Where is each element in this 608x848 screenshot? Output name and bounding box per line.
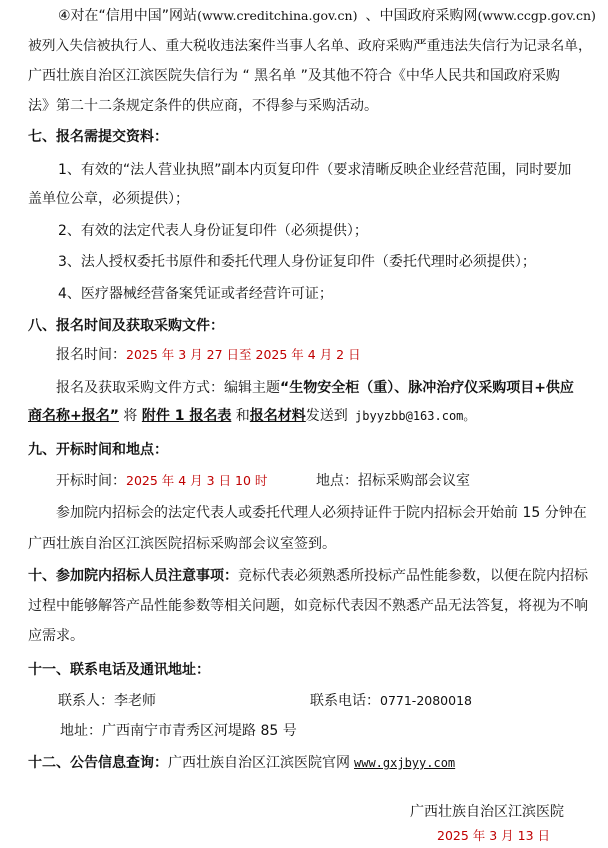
hospital-website-link[interactable]: www.gxjbyy.com <box>354 756 456 770</box>
signup-time-line <box>56 345 361 365</box>
para4-text-b: 、中国政府采购网 <box>365 8 478 24</box>
para4-line1 <box>58 6 596 26</box>
section7-item2: 2、有效的法定代表人身份证复印件（必须提供）； <box>58 223 368 239</box>
signup-method-label: 报名及获取采购文件方式：编辑主题 <box>56 380 280 396</box>
section10-line3: 应需求。 <box>28 628 84 644</box>
section12-text: 广西壮族自治区江滨医院官网 <box>168 755 350 771</box>
section10-line2: 过程中能够解答产品性能参数等相关问题，如竞标代表因不熟悉产品无法答复，将视为不响 <box>28 598 588 614</box>
materials-link[interactable]: 报名材料 <box>249 408 306 424</box>
section12-line <box>28 753 455 773</box>
signature-date: 2025 年 3 月 13 日 <box>437 828 551 843</box>
email-subject-part1: “生物安全柜（重）、脉冲治疗仪采购项目+供应 <box>280 380 574 396</box>
signup-email[interactable]: jbyyzbb@163.com。 <box>347 409 476 423</box>
signup-send-to: 发送到 <box>305 408 348 424</box>
contact-phone-value: 0771-2080018 <box>380 693 472 708</box>
section9-note-line2: 广西壮族自治区江滨医院招标采购部会议室签到。 <box>28 536 336 552</box>
opening-time-label: 开标时间： <box>56 473 126 489</box>
contact-person: 联系人：李老师 <box>58 693 156 709</box>
contact-phone-label: 联系电话： <box>310 693 380 709</box>
signup-method-line2 <box>28 406 475 426</box>
signature-org: 广西壮族自治区江滨医院 <box>410 804 564 820</box>
section10-text-1: 竞标代表必须熟悉所投标产品性能参数，以便在院内招标 <box>238 568 588 584</box>
opening-time-line <box>56 471 267 491</box>
section10-heading: 十、参加院内招标人员注意事项： <box>28 568 238 584</box>
contact-phone-line <box>310 691 472 711</box>
ccgp-url: (www.ccgp.gov.cn) <box>477 8 596 23</box>
section12-heading: 十二、公告信息查询： <box>28 755 168 771</box>
attachment-link[interactable]: 附件 1 报名表 <box>141 408 232 424</box>
section7-item3: 3、法人授权委托书原件和委托代理人身份证复印件（委托代理时必须提供）； <box>58 254 536 270</box>
section7-heading: 七、报名需提交资料： <box>28 129 168 145</box>
section7-item4: 4、医疗器械经营备案凭证或者经营许可证； <box>58 286 333 302</box>
opening-place-value: 招标采购部会议室 <box>358 473 470 489</box>
para4-line2: 被列入失信被执行人、重大税收违法案件当事人名单、政府采购严重违法失信行为记录名单， <box>28 38 592 54</box>
section7-item1-line1: 1、有效的“法人营业执照”副本内页复印件（要求清晰反映企业经营范围，同时要加 <box>58 162 572 178</box>
email-subject-part2: 商名称+报名” <box>28 408 119 424</box>
signup-and: 和 <box>231 408 250 424</box>
opening-time-value: 2025 年 4 月 3 日 10 时 <box>126 473 268 488</box>
signup-method-mid: 将 <box>118 408 142 424</box>
opening-place-label: 地点： <box>316 473 358 489</box>
signup-time-label: 报名时间： <box>56 347 126 363</box>
section10-line1 <box>28 566 588 586</box>
section8-heading: 八、报名时间及获取采购文件： <box>28 318 224 334</box>
section11-heading: 十一、联系电话及通讯地址： <box>28 662 210 678</box>
signup-time-value: 2025 年 3 月 27 日至 2025 年 4 月 2 日 <box>126 347 361 362</box>
para4-line4: 法》第二十二条规定条件的供应商，不得参与采购活动。 <box>28 98 378 114</box>
section7-item1-line2: 盖单位公章，必须提供）； <box>28 191 189 207</box>
opening-place-line <box>316 471 470 491</box>
para4-line3: 广西壮族自治区江滨医院失信行为 “ 黑名单 ”及其他不符合《中华人民共和国政府采购 <box>28 68 560 84</box>
para4-text-a: ④对在“信用中国”网站 <box>58 8 198 24</box>
signup-method-line1 <box>56 378 574 398</box>
section9-heading: 九、开标时间和地点： <box>28 442 168 458</box>
creditchina-url: (www.creditchina.gov.cn) <box>197 8 358 23</box>
section9-note-line1: 参加院内招标会的法定代表人或委托代理人必须持证件于院内招标会开始前 15 分钟在 <box>56 505 587 521</box>
contact-address: 地址：广西南宁市青秀区河堤路 85 号 <box>60 723 297 739</box>
